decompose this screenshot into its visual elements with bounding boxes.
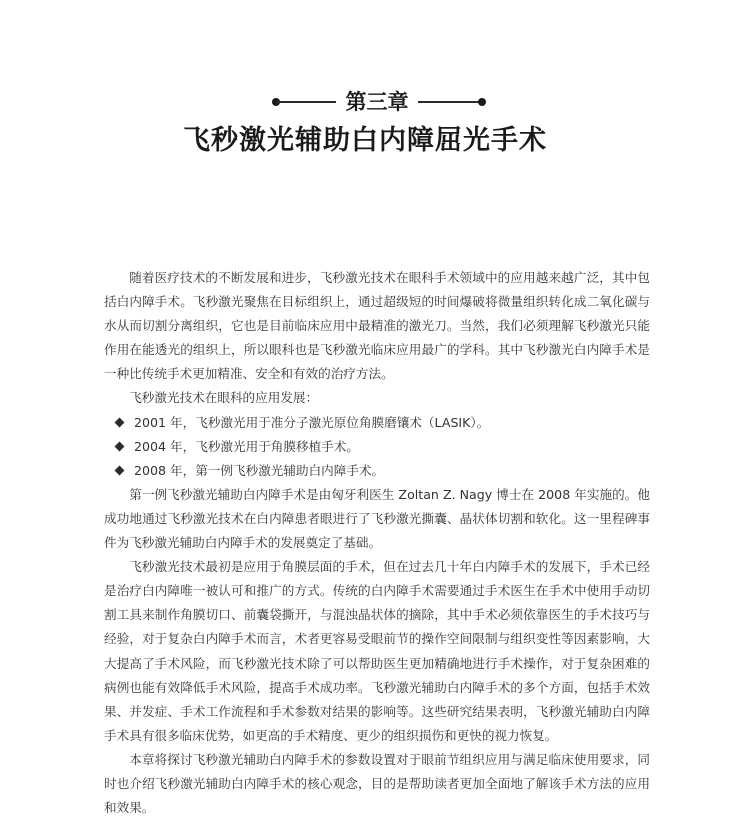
history-item [110, 459, 650, 483]
history-item-text: 2001 年，飞秒激光用于准分子激光原位角膜磨镶术（LASIK）。 [134, 414, 490, 430]
history-item [110, 411, 650, 435]
development-paragraph: 飞秒激光技术最初是应用于角膜层面的手术，但在过去几十年白内障手术的发展下，手术已经是治疗白内障唯一被认可和推广的方式。传统的白内障手术需要通过手术医生在手术中使用手动切割工具来制作角膜切口、前囊袋撕开，与混浊晶状体的摘除，其中手术必须依靠医生的手术技巧与经验，对于复杂白内障手术而言，术者更容易受眼前节的操作空间限制与组织变性等因素影响，大大提高了手术风险，而飞秒激光技术除了可以帮助医生更加精确地进行手术操作，对于复杂困难的病例也能有效降低手术风险，提高手术成功率。飞秒激光辅助白内障手术的多个方面，包括手术效果、并发症、手术工作流程和手术参数对结果的影响等。这些研究结果表明，飞秒激光辅助白内障手术具有很多临床优势，如更高的手术精度、更少的组织损伤和更快的视力恢复。 [104, 559, 650, 743]
intro-paragraph: 随着医疗技术的不断发展和进步，飞秒激光技术在眼科手术领域中的应用越来越广泛，其中包括白内障手术。飞秒激光聚焦在目标组织上，通过超级短的时间爆破将微量组织转化成二氧化碳与水从而切割分离组织，它也是目前临床应用中最精准的激光刀。当然，我们必须理解飞秒激光只能作用在能透光的组织上，所以眼科也是飞秒激光临床应用最广的学科。其中飞秒激光白内障手术是一种比传统手术更加精准、安全和有效的治疗方法。 [104, 270, 650, 382]
chapter-header [0, 88, 730, 116]
history-item-text: 2008 年，第一例飞秒激光辅助白内障手术。 [134, 462, 385, 478]
ornament-rule-right [418, 101, 480, 103]
first-case-paragraph: 第一例飞秒激光辅助白内障手术是由匈牙利医生 Zoltan Z. Nagy 博士在 2008 年实施的。他成功地通过飞秒激光技术在白内障患者眼进行了飞秒激光撕囊、晶状体切割和软化。这一里程碑事件为飞秒激光辅助白内障手术的发展奠定了基础。 [104, 486, 650, 551]
chapter-goal-paragraph: 本章将探讨飞秒激光辅助白内障手术的参数设置对于眼前节组织应用与满足临床使用要求，同时也介绍飞秒激光辅助白内障手术的核心观念，目的是帮助读者更加全面地了解该手术方法的应用和效果。 [104, 751, 650, 816]
diamond-bullet-icon [115, 465, 125, 475]
ornament-dot-right [478, 98, 486, 106]
history-item [110, 435, 650, 459]
diamond-bullet-icon [115, 441, 125, 451]
ornament-rule-left [276, 101, 336, 103]
chapter-body [104, 266, 650, 820]
history-item-text: 2004 年，飞秒激光用于角膜移植手术。 [134, 438, 359, 454]
chapter-number: 第三章 [345, 90, 409, 114]
chapter-title: 飞秒激光辅助白内障屈光手术 [183, 125, 547, 156]
diamond-bullet-icon [115, 417, 125, 427]
history-list [104, 411, 650, 483]
history-heading: 飞秒激光技术在眼科的应用发展： [129, 390, 319, 406]
